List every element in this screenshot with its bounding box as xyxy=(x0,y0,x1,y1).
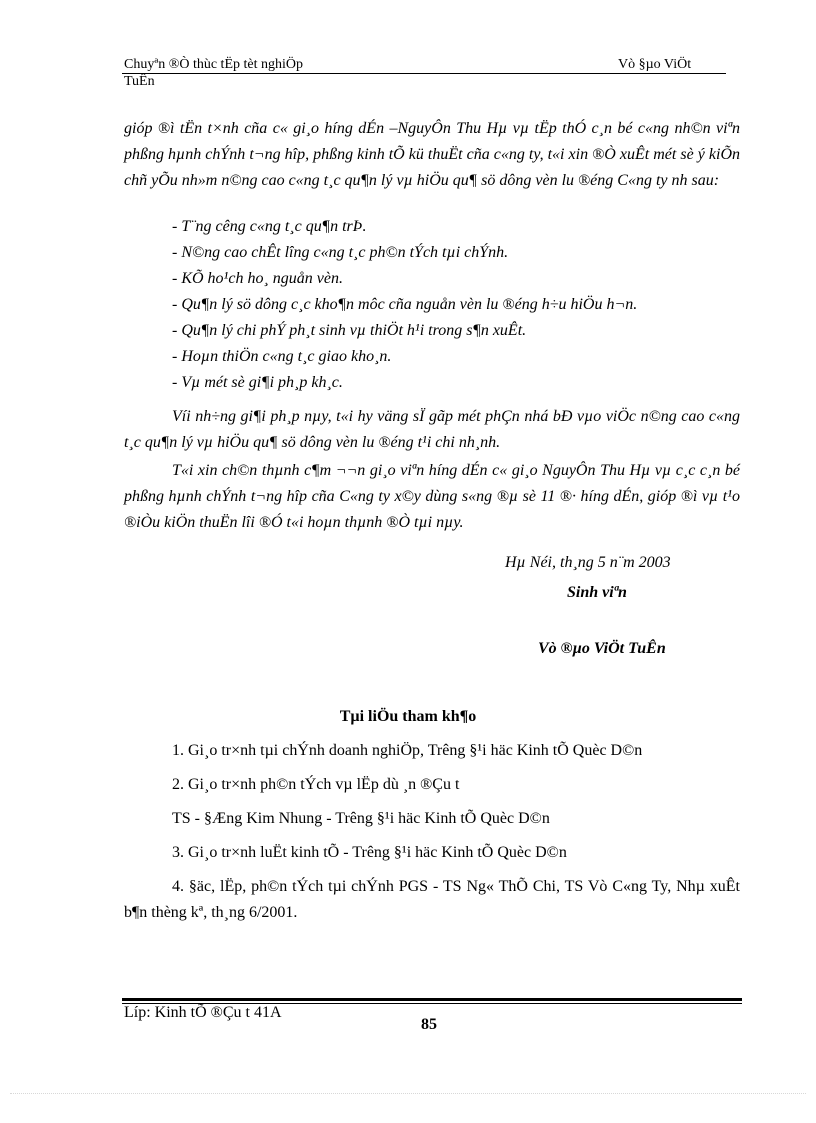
header-author: Vò §µo ViÖt xyxy=(618,57,692,72)
references-list xyxy=(124,738,740,934)
footer-class: Líp: Kinh tÕ ®Çu t 41A xyxy=(124,1004,282,1021)
reference-item: 2. Gi¸o tr×nh ph©n tÝch vµ lËp dù ¸n ®Çu t xyxy=(172,776,460,793)
paragraph-thanks: T«i xin ch©n thµnh c¶m ¬¬n gi¸o viªn híng dÉn c« gi¸o NguyÔn Thu Hµ vµ c¸c c¸n bé phßng hµnh chÝnh t¬ng hîp cña C«ng ty x©y dùng s«ng ®µ sè 11 ®· híng dÉn, gióp ®ì vµ t¹o ®iÒu kiÖn thuËn lîi ®Ó t«i hoµn thµnh ®Ò tµi nµy. xyxy=(124,462,740,531)
list-item: - Qu¶n lý chi phÝ ph¸t sinh vµ thiÖt h¹i trong s¶n xuÊt. xyxy=(172,322,527,339)
list-item: - T¨ng cêng c«ng t¸c qu¶n trÞ. xyxy=(172,218,367,235)
paragraph-intro: gióp ®ì tËn t×nh cña c« gi¸o híng dÉn –NguyÔn Thu Hµ vµ tËp thÓ c¸n bé c«ng nh©n viªn phßng hµnh chÝnh t¬ng hîp, phßng kinh tÕ kü thuËt cña c«ng ty, t«i xin ®Ò xuÊt mét sè ý kiÕn chñ yÕu nh»m n©ng cao c«ng t¸c qu¶n lý vµ hiÖu qu¶ sö dông vèn lu ®éng C«ng ty nh sau: xyxy=(124,120,740,189)
footer-divider-thick xyxy=(122,998,742,1001)
reference-item: 1. Gi¸o tr×nh tµi chÝnh doanh nghiÖp, Trêng §¹i häc Kinh tÕ Quèc D©n xyxy=(172,742,643,759)
header-divider xyxy=(122,73,726,74)
signature-role: Sinh viªn xyxy=(567,584,627,601)
page-number: 85 xyxy=(421,1016,437,1033)
paragraph-conclusion: Víi nh÷ng gi¶i ph¸p nµy, t«i hy väng sÏ gãp mét phÇn nhá bÐ vµo viÖc n©ng cao c«ng t¸c qu¶n lý vµ hiÖu qu¶ sö dông vèn lu ®éng t¹i chi nh¸nh. xyxy=(124,408,740,451)
list-item: - KÕ ho¹ch ho¸ nguån vèn. xyxy=(172,270,343,287)
list-item: - Hoµn thiÖn c«ng t¸c giao kho¸n. xyxy=(172,348,392,365)
references-title: Tµi liÖu tham kh¶o xyxy=(339,708,477,725)
signature-name: Vò ®µo ViÖt TuÊn xyxy=(538,640,666,657)
page-edge-dotted-line xyxy=(10,1093,806,1094)
header-title: Chuyªn ®Ò thùc tËp tèt nghiÖp xyxy=(124,57,303,72)
list-item: - Qu¶n lý sö dông c¸c kho¶n môc cña nguån vèn lu ®éng h÷u hiÖu h¬n. xyxy=(172,296,638,313)
reference-item: TS - §Æng Kim Nhung - Trêng §¹i häc Kinh tÕ Quèc D©n xyxy=(172,810,550,827)
place-date: Hµ Néi, th¸ng 5 n¨m 2003 xyxy=(505,554,671,571)
solution-list xyxy=(172,214,637,396)
list-item: - Vµ mét sè gi¶i ph¸p kh¸c. xyxy=(172,374,343,391)
header-title-continued: TuÊn xyxy=(124,74,155,89)
reference-item: 4. §äc, lËp, ph©n tÝch tµi chÝnh PGS - TS Ng« ThÕ Chi, TS Vò C«ng Ty, Nhµ xuÊt b¶n thèng kª, th¸ng 6/2001. xyxy=(124,878,740,921)
reference-item: 3. Gi¸o tr×nh luËt kinh tÕ - Trêng §¹i häc Kinh tÕ Quèc D©n xyxy=(172,844,567,861)
list-item: - N©ng cao chÊt lîng c«ng t¸c ph©n tÝch tµi chÝnh. xyxy=(172,244,509,261)
